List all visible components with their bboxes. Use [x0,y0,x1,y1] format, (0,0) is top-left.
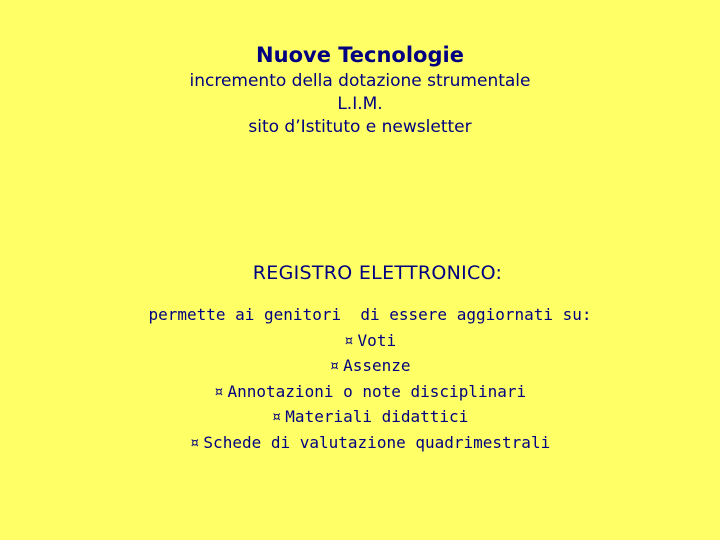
currency-bullet-icon: ¤ [213,381,224,401]
list-item-label: Voti [357,330,397,350]
list-item-label: Annotazioni o note disciplinari [227,381,527,401]
list-item [0,328,720,354]
registro-intro: permette ai genitori di essere aggiornati su: [148,305,592,324]
currency-bullet-icon: ¤ [343,330,354,350]
header-block [0,40,720,139]
currency-bullet-icon: ¤ [271,407,282,426]
subtitle-line-1: incremento della dotazione strumentale [189,71,531,91]
list-item-label: Materiali didattici [285,407,469,426]
list-item [0,430,720,456]
registro-details [0,302,720,455]
currency-bullet-icon: ¤ [189,432,200,452]
currency-bullet-icon: ¤ [329,356,340,375]
registro-heading: REGISTRO ELETTRONICO: [252,262,503,284]
subtitle-line-2: L.I.M. [337,94,383,114]
page-title: Nuove Tecnologie [256,43,464,67]
subtitle-line-3: sito d’Istituto e newsletter [248,117,472,137]
list-item [0,379,720,405]
list-item-label: Assenze [343,356,411,375]
list-item [0,404,720,430]
list-item-label: Schede di valutazione quadrimestrali [203,432,551,452]
list-item [0,353,720,379]
